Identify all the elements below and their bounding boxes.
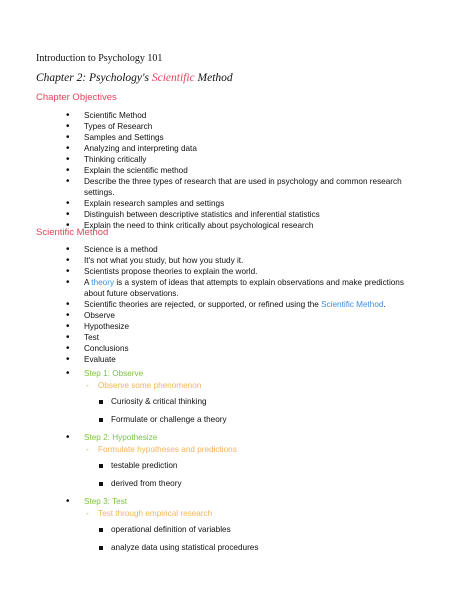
square-bullet-icon — [99, 528, 103, 532]
theory-link[interactable]: theory — [91, 278, 115, 287]
list-item: • Explain the scientific method — [66, 165, 426, 176]
dash-icon: - — [86, 381, 89, 390]
list-item: • It's not what you study, but how you study it. — [66, 255, 426, 266]
list-item: • Hypothesize — [66, 321, 426, 332]
scientific-text-a: Scientific theories are rejected, or supported, or refined using the — [84, 300, 322, 309]
step-point: Curiosity & critical thinking — [111, 397, 207, 406]
step-point: operational definition of variables — [111, 525, 231, 534]
list-item: • Science is a method — [66, 244, 426, 255]
list-item: • Thinking critically — [66, 154, 426, 165]
objectives-heading: Chapter Objectives — [36, 92, 117, 103]
list-item — [66, 299, 426, 310]
list-item: • Analyzing and interpreting data — [66, 143, 426, 154]
list-item: • Scientific Method — [66, 110, 426, 121]
list-item: • Conclusions — [66, 343, 426, 354]
list-item: • Test — [66, 332, 426, 343]
list-item: • Types of Research — [66, 121, 426, 132]
step-label: Step 2: Hypothesize — [84, 433, 158, 442]
objectives-list — [66, 110, 426, 231]
step-point: derived from theory — [111, 479, 182, 488]
step-subheading: Test through empirical research — [98, 509, 213, 518]
theory-text-b: is a system of ideas that attempts to explain observations and make predictions about future observations. — [84, 278, 404, 298]
method-list — [66, 244, 426, 365]
list-item: • Describe the three types of research that are used in psychology and common research settings. — [66, 176, 426, 198]
step-point: Formulate or challenge a theory — [111, 415, 227, 424]
step-subheading: Observe some phenomenon — [98, 381, 202, 390]
list-item: • Samples and Settings — [66, 132, 426, 143]
bullet-icon: • — [66, 496, 70, 507]
bullet-icon: • — [66, 368, 70, 379]
list-item: • Scientists propose theories to explain the world. — [66, 266, 426, 277]
bullet-icon: • — [66, 432, 70, 443]
list-item: • Explain the need to think critically about psychological research — [66, 220, 426, 231]
step-point: analyze data using statistical procedures — [111, 543, 259, 552]
chapter-title-highlight: Scientific — [151, 72, 195, 84]
scientific-method-link[interactable]: Scientific Method — [321, 300, 384, 309]
step-label: Step 1: Observe — [84, 369, 144, 378]
list-item — [66, 277, 426, 299]
dash-icon: - — [86, 445, 89, 454]
square-bullet-icon — [99, 482, 103, 486]
step-subheading: Formulate hypotheses and predictions — [98, 445, 237, 454]
step-point: testable prediction — [111, 461, 178, 470]
list-item: • Evaluate — [66, 354, 426, 365]
chapter-title-suffix: Method — [194, 72, 233, 84]
course-title: Introduction to Psychology 101 — [36, 53, 163, 64]
list-item: • Observe — [66, 310, 426, 321]
square-bullet-icon — [99, 418, 103, 422]
method-heading: Scientific Method — [36, 227, 109, 238]
scientific-text-b: . — [383, 300, 386, 309]
theory-text-a: A — [84, 278, 92, 287]
list-item: • Distinguish between descriptive statistics and inferential statistics — [66, 209, 426, 220]
square-bullet-icon — [99, 546, 103, 550]
chapter-title-prefix: Chapter 2: Psychology's — [36, 72, 152, 84]
list-item: • Explain research samples and settings — [66, 198, 426, 209]
chapter-title — [36, 72, 233, 84]
square-bullet-icon — [99, 400, 103, 404]
dash-icon: - — [86, 509, 89, 518]
square-bullet-icon — [99, 464, 103, 468]
step-label: Step 3: Test — [84, 497, 128, 506]
